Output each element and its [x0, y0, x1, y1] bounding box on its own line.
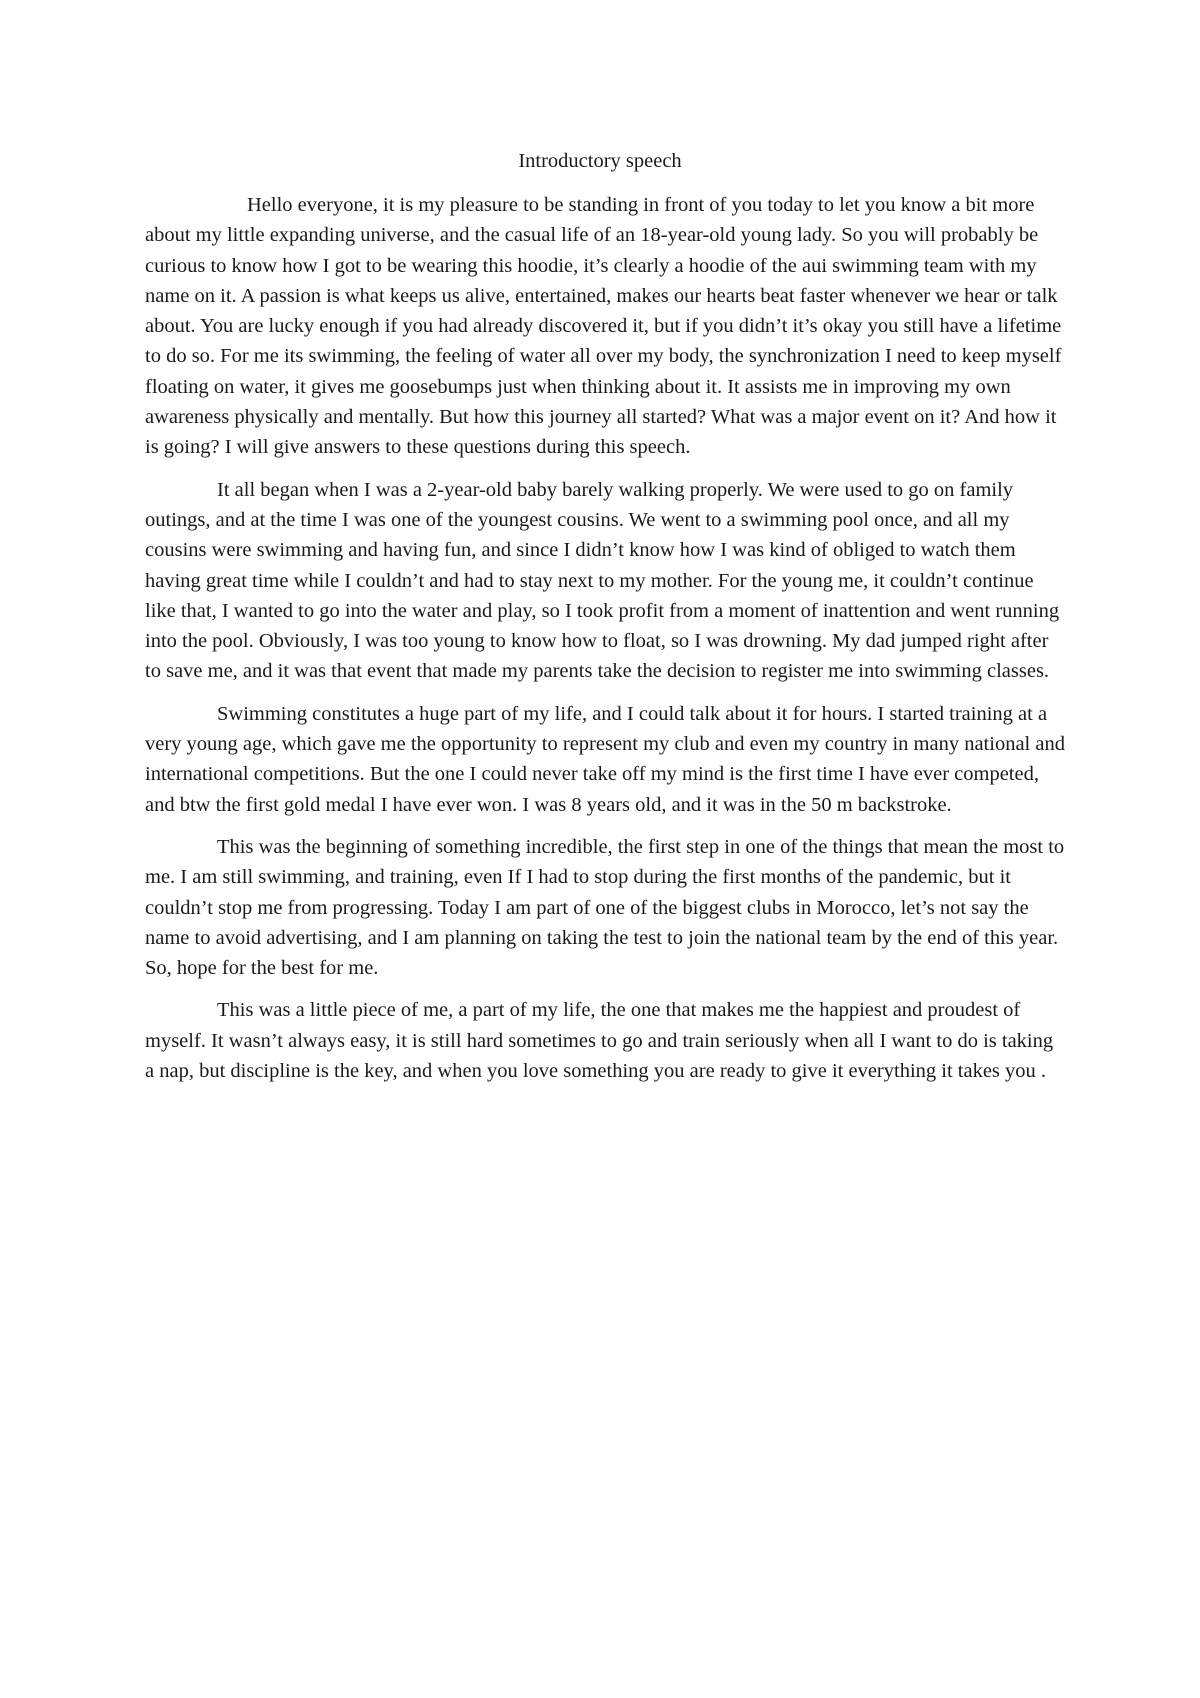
paragraph-conclusion: This was a little piece of me, a part of my life, the one that makes me the happiest and proudest of myself. It wasn’t always easy, it is still hard sometimes to go and train seriously when all I want to do is taking a nap, but discipline is the key, and when you love something you are ready to give it everything it takes you . — [145, 999, 1054, 1083]
document-body — [145, 190, 1067, 1098]
paragraph-present: This was the beginning of something incredible, the first step in one of the things that mean the most to me. I am still swimming, and training, even If I had to stop during the first months of the pandemic, but it couldn’t stop me from progressing. Today I am part of one of the biggest clubs in Morocco, let’s not say the name to avoid advertising, and I am planning on taking the test to join the national team by the end of this year. So, hope for the best for me. — [145, 835, 1065, 980]
paragraph-competitions: Swimming constitutes a huge part of my life, and I could talk about it for hours. I started training at a very young age, which gave me the opportunity to represent my club and even my country in many national and international competitions. But the one I could never take off my mind is the first time I have ever competed, and btw the first gold medal I have ever won. I was 8 years old, and it was in the 50 m backstroke. — [145, 702, 1065, 816]
document-title: Introductory speech — [518, 150, 682, 172]
paragraph-introduction: Hello everyone, it is my pleasure to be standing in front of you today to let you know a bit more about my little expanding universe, and the casual life of an 18-year-old young lady. So you will probably be curious to know how I got to be wearing this hoodie, it’s clearly a hoodie of the aui swimming team with my name on it. A passion is what keeps us alive, entertained, makes our hearts beat faster whenever we hear or talk about. You are lucky enough if you had already discovered it, but if you didn’t it’s okay you still have a lifetime to do so. For me its swimming, the feeling of water all over my body, the synchronization I need to keep myself floating on water, it gives me goosebumps just when thinking about it. It assists me in improving my own awareness physically and mentally. But how this journey all started? What was a major event on it? And how it is going? I will give answers to these questions during this speech. — [145, 194, 1062, 459]
paragraph-childhood: It all began when I was a 2-year-old baby barely walking properly. We were used to go on family outings, and at the time I was one of the youngest cousins. We went to a swimming pool once, and all my cousins were swimming and having fun, and since I didn’t know how I was kind of obliged to watch them having great time while I couldn’t and had to stay next to my mother. For the young me, it couldn’t continue like that, I wanted to go into the water and play, so I took profit from a moment of inattention and went running into the pool. Obviously, I was too young to know how to float, so I was drowning. My dad jumped right after to save me, and it was that event that made my parents take the decision to register me into swimming classes. — [145, 478, 1060, 683]
